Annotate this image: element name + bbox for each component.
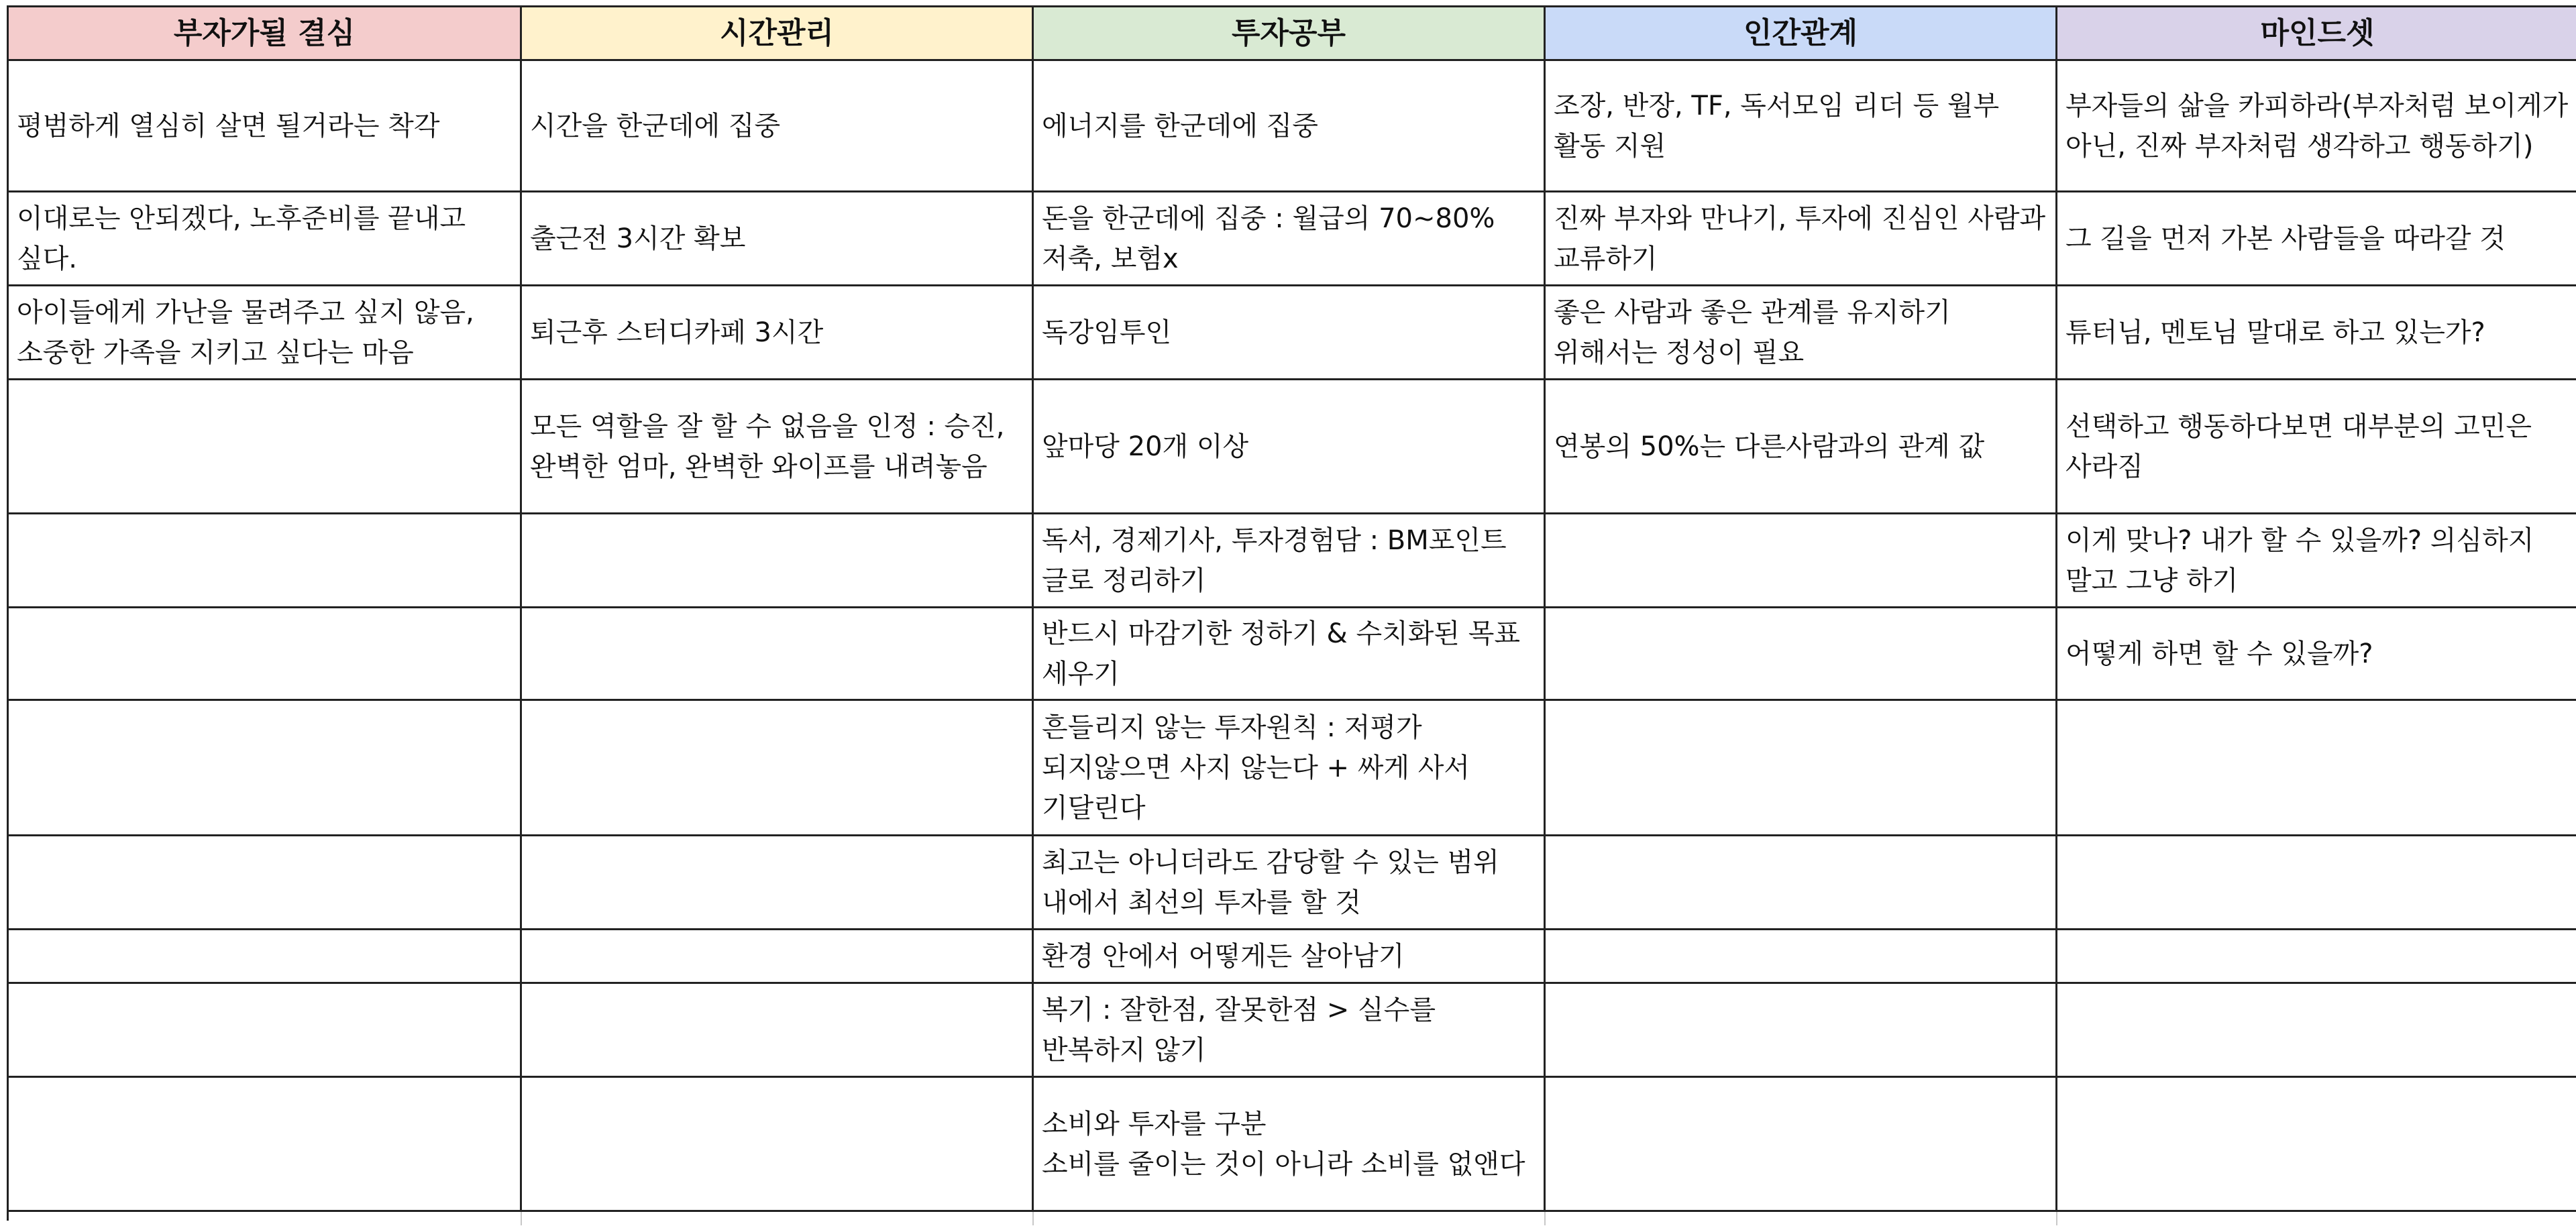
table-cell[interactable] <box>2057 608 2576 701</box>
table-cell[interactable] <box>522 514 1034 608</box>
table-cell[interactable] <box>2057 380 2576 514</box>
table-cell[interactable] <box>522 61 1034 192</box>
table-cell[interactable] <box>1034 701 1546 836</box>
table-cell[interactable] <box>522 286 1034 380</box>
table-cell[interactable] <box>1546 984 2057 1078</box>
column-header-mindset[interactable]: 마인드셋 <box>2057 7 2576 61</box>
cell-text: 이대로는 안되겠다, 노후준비를 끝내고 싶다. <box>17 203 466 274</box>
table-cell[interactable] <box>1546 930 2057 984</box>
table-cell[interactable] <box>1034 286 1546 380</box>
table-cell[interactable] <box>1546 286 2057 380</box>
table-cell[interactable] <box>2057 514 2576 608</box>
table-cell[interactable] <box>9 61 522 192</box>
cell-text: 아이들에게 가난을 물려주고 싶지 않음, 소중한 가족을 지키고 싶다는 마음 <box>17 296 474 368</box>
table-cell[interactable] <box>522 192 1034 286</box>
table-cell[interactable] <box>1034 836 1546 930</box>
table-cell[interactable] <box>522 984 1034 1078</box>
table-cell[interactable] <box>9 608 522 701</box>
cell-text: 연봉의 50%는 다른사람과의 관계 값 <box>1554 431 1985 462</box>
table-cell[interactable] <box>522 608 1034 701</box>
column-header-determination[interactable]: 부자가될 결심 <box>9 7 522 61</box>
table-cell[interactable] <box>1034 984 1546 1078</box>
cell-text: 부자들의 삶을 카피하라(부자처럼 보이게가 아닌, 진짜 부자처럼 생각하고 행동하기) <box>2065 90 2569 162</box>
cell-text: 조장, 반장, TF, 독서모임 리더 등 월부 활동 지원 <box>1554 90 2000 162</box>
table-cell[interactable] <box>1546 192 2057 286</box>
table-cell[interactable] <box>522 1078 1034 1212</box>
cell-text: 에너지를 한군데에 집중 <box>1042 110 1318 142</box>
cell-text: 소비와 투자를 구분 소비를 줄이는 것이 아니라 소비를 없앤다 <box>1042 1108 1525 1180</box>
cell-text: 어떻게 하면 할 수 있을까? <box>2065 638 2373 669</box>
cell-text: 반드시 마감기한 정하기 & 수치화된 목표 세우기 <box>1042 618 1521 689</box>
table-cell[interactable] <box>2057 984 2576 1078</box>
cell-text: 좋은 사람과 좋은 관계를 유지하기 위해서는 정성이 필요 <box>1554 296 1951 368</box>
cell-text: 평범하게 열심히 살면 될거라는 착각 <box>17 110 440 142</box>
table-cell[interactable] <box>1034 514 1546 608</box>
cell-text: 이게 맞나? 내가 할 수 있을까? 의심하지 말고 그냥 하기 <box>2065 524 2534 596</box>
column-header-time-management[interactable]: 시간관리 <box>522 7 1034 61</box>
empty-row-cell[interactable] <box>1546 1212 2057 1225</box>
table-cell[interactable] <box>1546 701 2057 836</box>
empty-row-cell[interactable] <box>1034 1212 1546 1225</box>
table-cell[interactable] <box>9 286 522 380</box>
table-cell[interactable] <box>1546 836 2057 930</box>
table-cell[interactable] <box>9 380 522 514</box>
table-cell[interactable] <box>2057 286 2576 380</box>
cell-text: 시간을 한군데에 집중 <box>530 110 781 142</box>
cell-text: 환경 안에서 어떻게든 살아남기 <box>1042 940 1405 972</box>
table-cell[interactable] <box>1034 930 1546 984</box>
table-cell[interactable] <box>1546 61 2057 192</box>
column-header-relationships[interactable]: 인간관계 <box>1546 7 2057 61</box>
table-cell[interactable] <box>1546 514 2057 608</box>
table-cell[interactable] <box>522 380 1034 514</box>
table-cell[interactable] <box>9 192 522 286</box>
table-cell[interactable] <box>9 701 522 836</box>
table-cell[interactable] <box>1034 61 1546 192</box>
table-cell[interactable] <box>9 836 522 930</box>
table-cell[interactable] <box>1034 192 1546 286</box>
cell-text: 선택하고 행동하다보면 대부분의 고민은 사라짐 <box>2065 410 2532 482</box>
cell-text: 튜터님, 멘토님 말대로 하고 있는가? <box>2065 317 2485 348</box>
table-cell[interactable] <box>9 930 522 984</box>
column-header-investment-study[interactable]: 투자공부 <box>1034 7 1546 61</box>
cell-text: 흔들리지 않는 투자원칙 : 저평가 되지않으면 사지 않는다 + 싸게 사서 기달린다 <box>1042 712 1470 824</box>
table-cell[interactable] <box>522 701 1034 836</box>
table-cell[interactable] <box>2057 930 2576 984</box>
table-cell[interactable] <box>1034 1078 1546 1212</box>
cell-text: 모든 역할을 잘 할 수 없음을 인정 : 승진, 완벽한 엄마, 완벽한 와이프를 내려놓음 <box>530 410 1005 482</box>
cell-text: 앞마당 20개 이상 <box>1042 431 1249 462</box>
empty-row-cell[interactable] <box>522 1212 1034 1225</box>
table-cell[interactable] <box>9 1078 522 1212</box>
table-cell[interactable] <box>1546 380 2057 514</box>
table-cell[interactable] <box>1034 380 1546 514</box>
table-cell[interactable] <box>2057 192 2576 286</box>
cell-text: 진짜 부자와 만나기, 투자에 진심인 사람과 교류하기 <box>1554 203 2046 274</box>
table-cell[interactable] <box>1546 1078 2057 1212</box>
cell-text: 최고는 아니더라도 감당할 수 있는 범위 내에서 최선의 투자를 할 것 <box>1042 846 1499 918</box>
goal-table <box>7 5 2576 1221</box>
empty-row-cell[interactable] <box>2057 1212 2576 1225</box>
table-cell[interactable] <box>2057 1078 2576 1212</box>
cell-text: 복기 : 잘한점, 잘못한점 > 실수를 반복하지 않기 <box>1042 994 1436 1066</box>
table-cell[interactable] <box>2057 61 2576 192</box>
empty-row-cell[interactable] <box>9 1212 522 1225</box>
table-cell[interactable] <box>522 930 1034 984</box>
table-cell[interactable] <box>1034 608 1546 701</box>
cell-text: 그 길을 먼저 가본 사람들을 따라갈 것 <box>2065 223 2506 254</box>
cell-text: 출근전 3시간 확보 <box>530 223 746 254</box>
table-cell[interactable] <box>9 514 522 608</box>
cell-text: 독서, 경제기사, 투자경험담 : BM포인트 글로 정리하기 <box>1042 524 1507 596</box>
table-cell[interactable] <box>2057 836 2576 930</box>
cell-text: 독강임투인 <box>1042 317 1172 348</box>
table-cell[interactable] <box>2057 701 2576 836</box>
cell-text: 돈을 한군데에 집중 : 월급의 70~80% 저축, 보험x <box>1042 203 1495 274</box>
table-cell[interactable] <box>9 984 522 1078</box>
table-cell[interactable] <box>1546 608 2057 701</box>
table-cell[interactable] <box>522 836 1034 930</box>
cell-text: 퇴근후 스터디카페 3시간 <box>530 317 824 348</box>
